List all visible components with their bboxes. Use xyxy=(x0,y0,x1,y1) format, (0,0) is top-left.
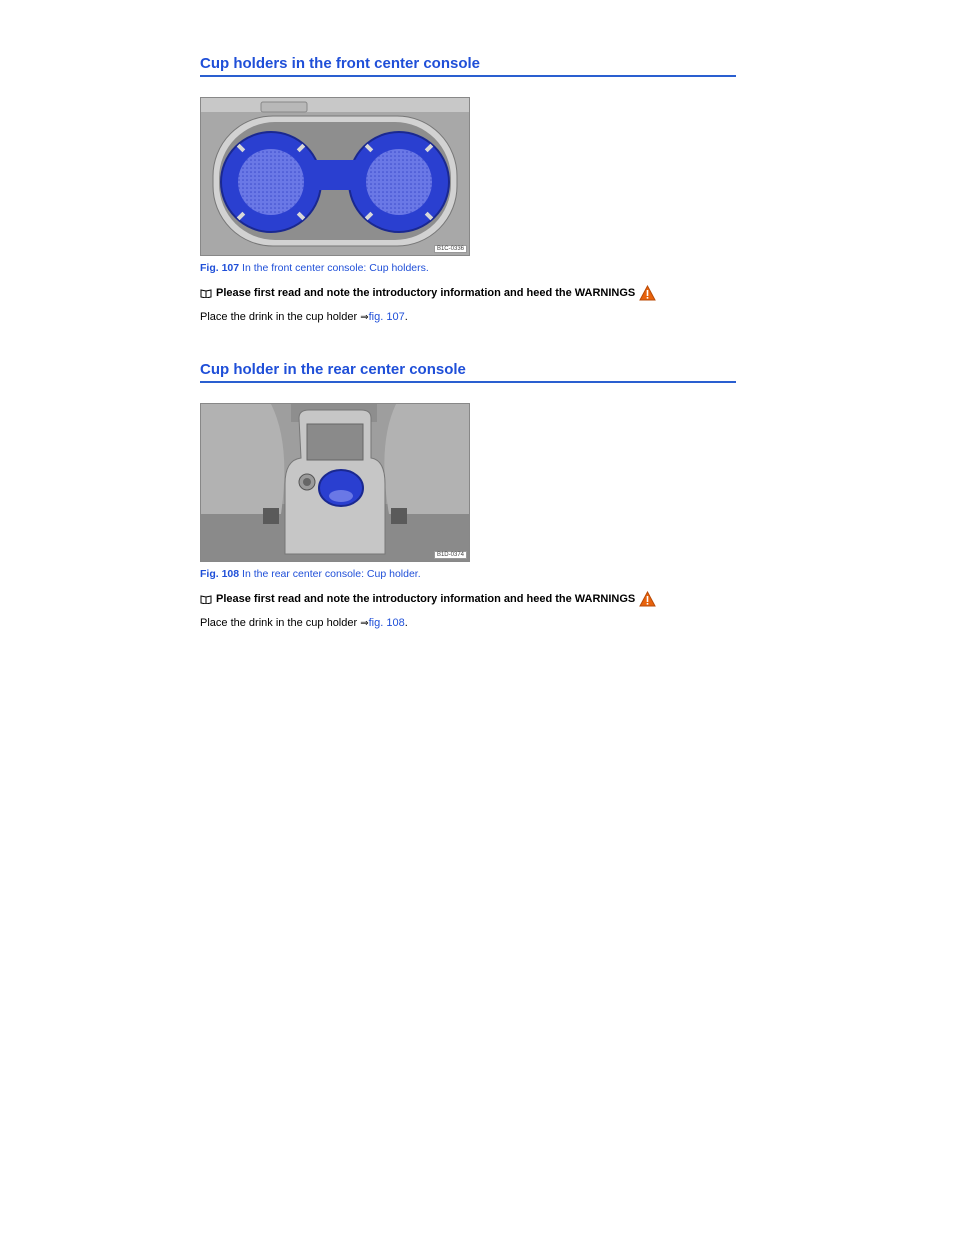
figure-code: B1C-0336 xyxy=(434,245,467,253)
figure-code: B1D-0374 xyxy=(434,551,467,559)
figure-caption xyxy=(200,568,736,580)
arrow-icon: ⇒ xyxy=(360,312,369,323)
figure-link[interactable]: fig. 107 xyxy=(368,311,405,323)
caption-label: Fig. 107 xyxy=(200,262,240,274)
caption-text: In the front center console: Cup holders. xyxy=(239,262,429,274)
warning-icon xyxy=(639,591,656,607)
warning-icon xyxy=(639,285,656,301)
section-heading: Cup holder in the rear center console xyxy=(200,361,736,383)
body-trail: . xyxy=(404,617,408,629)
figure-107-image xyxy=(200,97,470,256)
note-text: Please first read and note the introductory information and heed the WARNINGS xyxy=(216,593,636,605)
body-text xyxy=(200,617,736,629)
arrow-icon: ⇒ xyxy=(360,618,369,629)
body-trail: . xyxy=(404,311,408,323)
figure-108-image xyxy=(200,403,470,562)
book-icon xyxy=(200,595,212,604)
warning-note xyxy=(200,591,736,607)
figure-caption xyxy=(200,262,736,274)
caption-text: In the rear center console: Cup holder. xyxy=(239,568,421,580)
caption-label: Fig. 108 xyxy=(200,568,240,580)
section-rear-console xyxy=(200,361,736,629)
figure-link[interactable]: fig. 108 xyxy=(368,617,405,629)
body-sentence: Place the drink in the cup holder xyxy=(200,617,361,629)
body-sentence: Place the drink in the cup holder xyxy=(200,311,361,323)
body-text xyxy=(200,311,736,323)
warning-note xyxy=(200,285,736,301)
book-icon xyxy=(200,289,212,298)
note-text: Please first read and note the introductory information and heed the WARNINGS xyxy=(216,287,636,299)
section-front-console xyxy=(200,55,736,323)
section-heading: Cup holders in the front center console xyxy=(200,55,736,77)
